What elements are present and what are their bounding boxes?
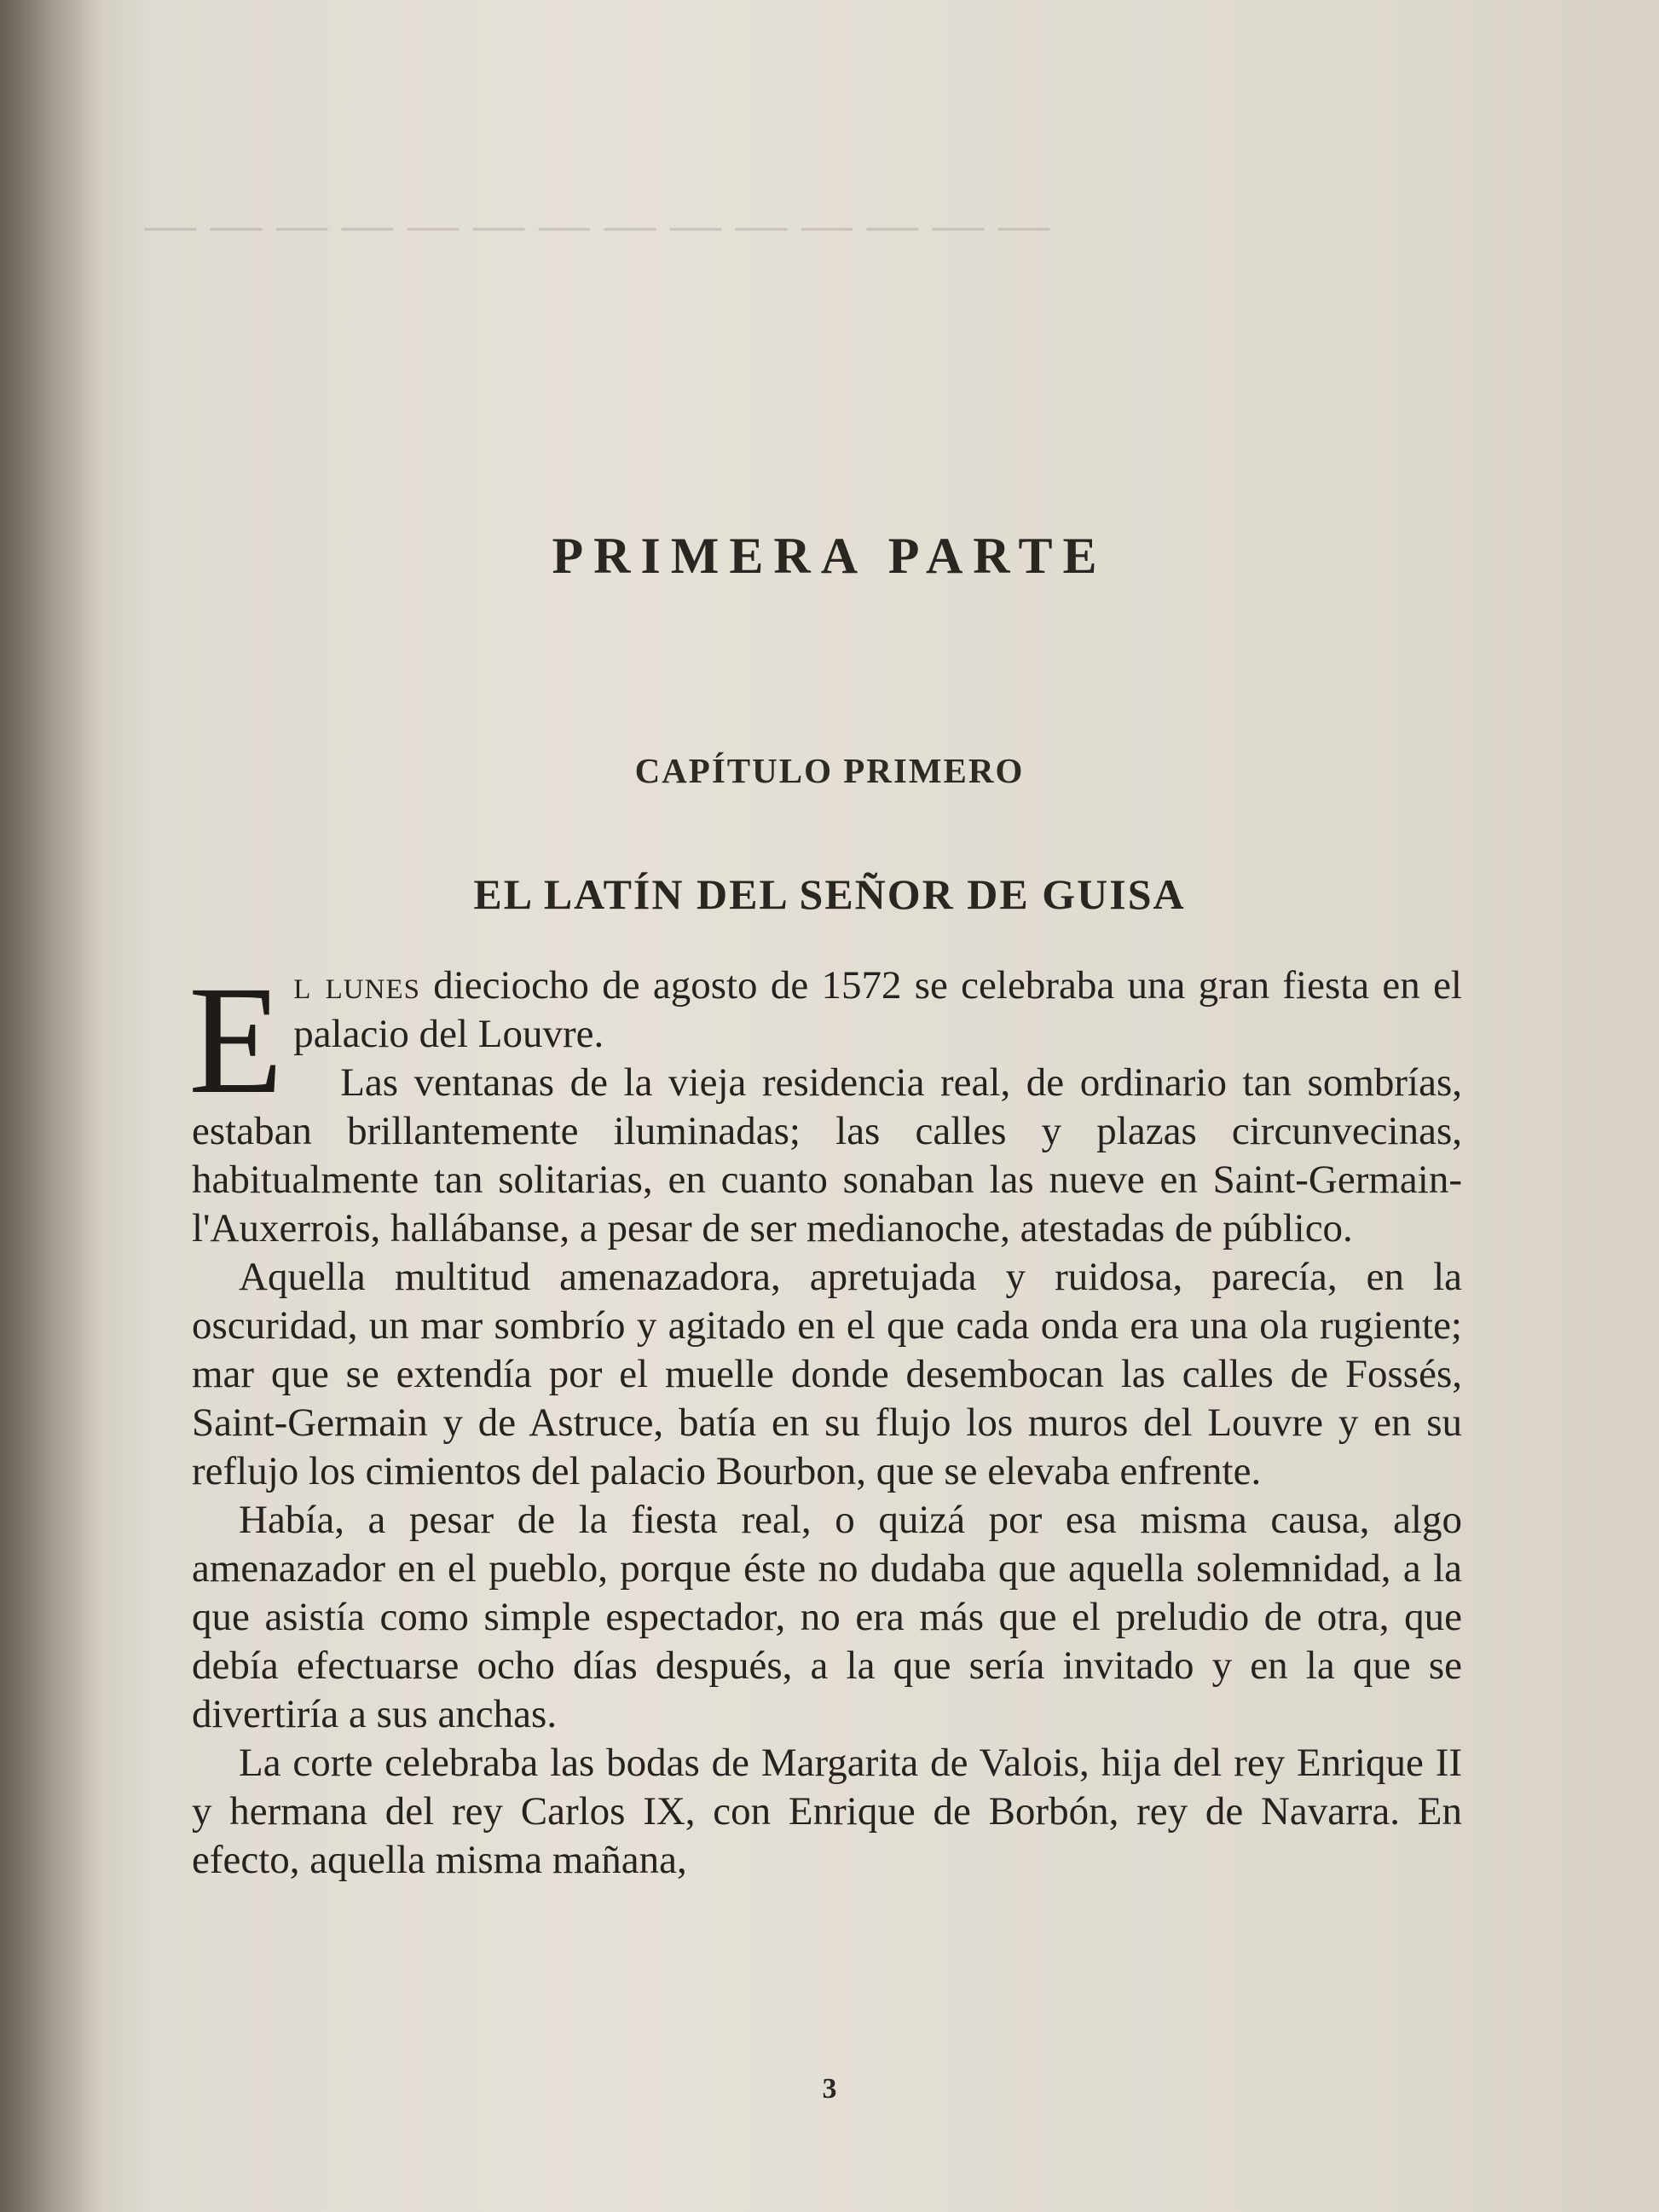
body-text <box>188 955 1462 1885</box>
paragraph: Había, a pesar de la fiesta real, o quizá por esa misma causa, algo amenazador en el pueblo, porque éste no dudaba que aquella solemnidad, a la que asistía como simple espectador, no era más que el preludio de otra, que debía efectuarse ocho días después, a la que sería invitado y en la que se divertiría a sus anchas. <box>192 1498 1462 1736</box>
opening-words: l lunes <box>293 963 420 1008</box>
chapter-title: EL LATÍN DEL SEÑOR DE GUISA <box>473 870 1186 918</box>
drop-cap: E <box>188 955 284 1126</box>
part-title: PRIMERA PARTE <box>552 528 1107 584</box>
paragraph: Aquella multitud amenazadora, apretujada y ruidosa, parecía, en la oscuridad, un mar sombrío y agitado en el que cada onda era una ola rugiente; mar que se extendía por el muelle donde desembocan las calles de Fossés, Saint-Germain y de Astruce, batía en su flujo los muros del Louvre y en su reflujo los cimientos del palacio Bourbon, que se elevaba enfrente. <box>192 1255 1462 1493</box>
paragraph: Las ventanas de la vieja residencia real, de ordinario tan sombrías, estaban brillantemente iluminadas; las calles y plazas circunvecinas, habitualmente tan solitarias, en cuanto sonaban las nueve en Saint-Germain-l'Auxerrois, hallábanse, a pesar de ser medianoche, atestadas de público. <box>192 1060 1462 1250</box>
page-gutter-shadow <box>0 0 102 2212</box>
paragraph-text: dieciocho de agosto de 1572 se celebraba una gran fiesta en el palacio del Louvre. <box>293 963 1462 1056</box>
page-number: 3 <box>822 2073 837 2105</box>
paragraph: La corte celebraba las bodas de Margarita de Valois, hija del rey Enrique II y hermana del rey Carlos IX, con Enrique de Borbón, rey de Navarra. En efecto, aquella misma mañana, <box>192 1741 1462 1882</box>
chapter-label: CAPÍTULO PRIMERO <box>634 751 1025 790</box>
paragraph <box>188 955 1462 1126</box>
show-through-text: — — — — — — — — — — — — — — <box>145 195 1050 252</box>
